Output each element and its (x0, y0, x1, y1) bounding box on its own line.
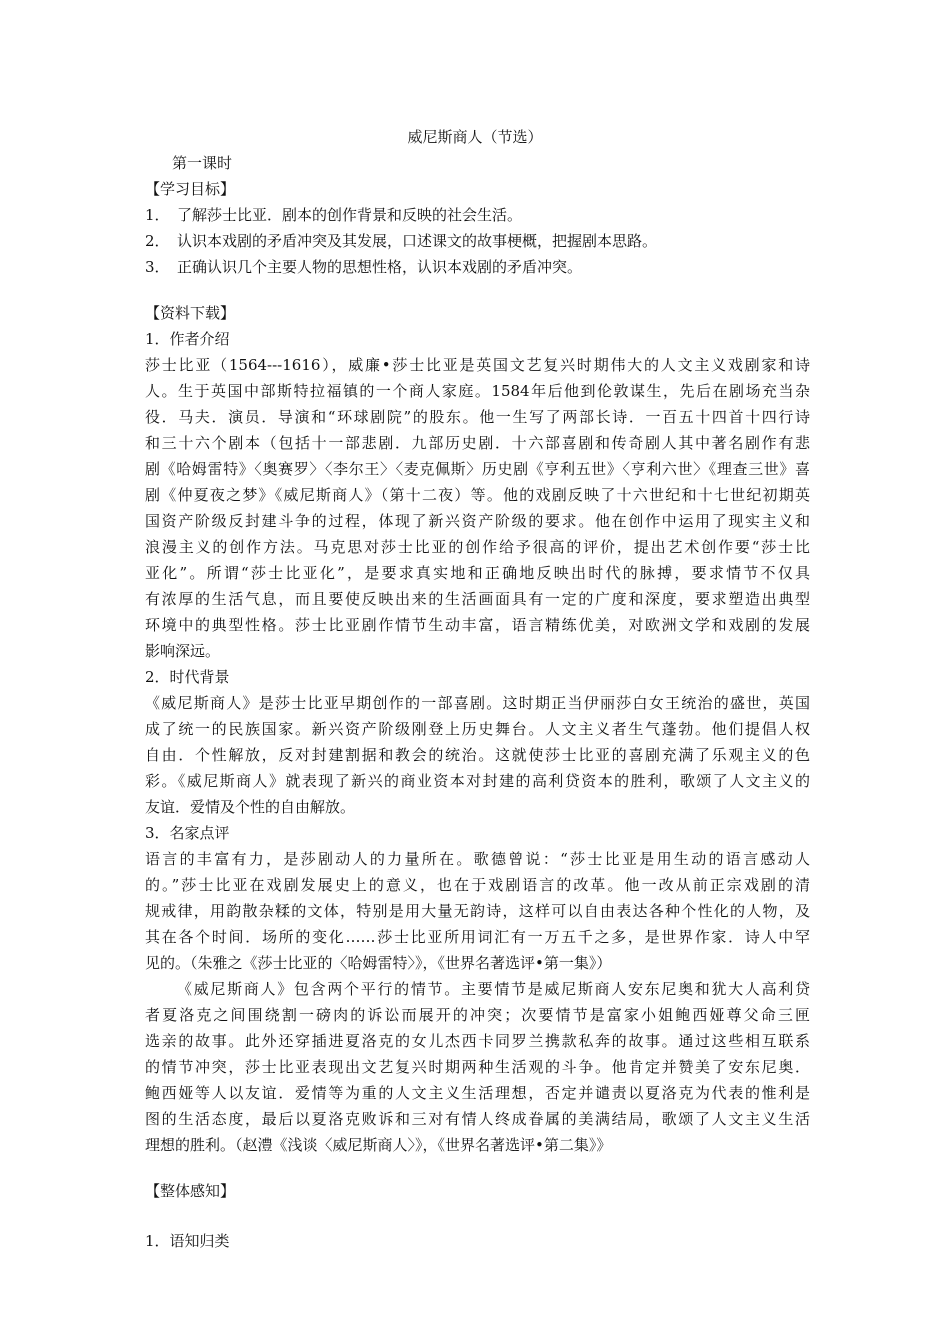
background-text-line: 彩。《威尼斯商人》就表现了新兴的商业资本对封建的高利贷资本的胜利，歌颂了人文主义的 (145, 772, 810, 790)
author-text-line: 剧《哈姆雷特》〈奥赛罗〉〈李尔王〉〈麦克佩斯〉历史剧《亨利五世》〈亨利六世〉《理查三世》喜 (145, 460, 810, 478)
comment-para2-line: 图的生活态度，最后以夏洛克败诉和三对有情人终成眷属的美满结局，歌颂了人文主义生活 (145, 1110, 810, 1128)
background-text-line: 《威尼斯商人》是莎士比亚早期创作的一部喜剧。这时期正当伊丽莎白女王统治的盛世，英国 (145, 694, 810, 712)
author-text-line: 剧《仲夏夜之梦》《威尼斯商人》（第十二夜）等。他的戏剧反映了十六世纪和十七世纪初期英 (145, 486, 810, 504)
goals-heading: 【学习目标】 (145, 180, 236, 198)
author-heading: 1．作者介绍 (145, 330, 230, 348)
author-text-line: 人。生于英国中部斯特拉福镇的一个商人家庭。1584年后他到伦敦谋生，先后在剧场充当杂 (145, 382, 810, 400)
goal-item: 1． 了解莎士比亚．剧本的创作背景和反映的社会生活。 (145, 206, 523, 224)
comment-para2-line: 理想的胜利。（赵澧《浅谈〈威尼斯商人〉》，《世界名著选评•第二集》》 (145, 1136, 612, 1154)
comment-para2-line: 《威尼斯商人》包含两个平行的情节。主要情节是威尼斯商人安东尼奥和犹大人高利贷 (177, 980, 810, 998)
resources-heading: 【资料下载】 (145, 304, 236, 322)
background-text-line: 自由．个性解放，反对封建割据和教会的统治。这就使莎士比亚的喜剧充满了乐观主义的色 (145, 746, 810, 764)
comments-heading: 3．名家点评 (145, 824, 230, 842)
author-text-line: 役．马夫．演员．导演和“环球剧院”的股东。他一生写了两部长诗．一百五十四首十四行诗 (145, 408, 810, 426)
overall-heading: 【整体感知】 (145, 1182, 236, 1200)
goal-item: 2． 认识本戏剧的矛盾冲突及其发展，口述课文的故事梗概，把握剧本思路。 (145, 232, 658, 250)
comment-text-line: 见的。（朱雅之《莎士比亚的〈哈姆雷特〉》，《世界名著选评•第一集》） (145, 954, 612, 972)
comment-para2-line: 选亲的故事。此外还穿插进夏洛克的女儿杰西卡同罗兰携款私奔的故事。通过这些相互联系 (145, 1032, 810, 1050)
comment-text-line: 的。”莎士比亚在戏剧发展史上的意义，也在于戏剧语言的改革。他一改从前正宗戏剧的清 (145, 876, 810, 894)
comment-text-line: 其在各个时间．场所的变化……莎士比亚所用词汇有一万五千之多，是世界作家．诗人中罕 (145, 928, 810, 946)
comment-text-line: 语言的丰富有力，是莎剧动人的力量所在。歌德曾说：“莎士比亚是用生动的语言感动人 (145, 850, 810, 868)
background-heading: 2．时代背景 (145, 668, 230, 686)
author-text-line: 和三十六个剧本（包括十一部悲剧．九部历史剧．十六部喜剧和传奇剧人其中著名剧作有悲 (145, 434, 810, 452)
comment-para2-line: 鲍西娅等人以友谊．爱情等为重的人文主义生活理想，否定并谴责以夏洛克为代表的惟利是 (145, 1084, 810, 1102)
comment-para2-line: 的情节冲突，莎士比亚表现出文艺复兴时期两种生活观的斗争。他肯定并赞美了安东尼奥． (145, 1058, 810, 1076)
overall-subheading: 1．语知归类 (145, 1232, 230, 1250)
author-text-line: 有浓厚的生活气息，而且要使反映出来的生活画面具有一定的广度和深度，要求塑造出典型 (145, 590, 810, 608)
author-text-line: 亚化”。所谓“莎士比亚化”，是要求真实地和正确地反映出时代的脉搏，要求情节不仅具 (145, 564, 810, 582)
lesson-label: 第一课时 (172, 154, 233, 172)
comment-text-line: 规戒律，用韵散杂糅的文体，特别是用大量无韵诗，这样可以自由表达各种个性化的人物，及 (145, 902, 810, 920)
goal-item: 3． 正确认识几个主要人物的思想性格，认识本戏剧的矛盾冲突。 (145, 258, 583, 276)
author-text-line: 国资产阶级反封建斗争的过程，体现了新兴资产阶级的要求。他在创作中运用了现实主义和 (145, 512, 810, 530)
document-title: 威尼斯商人（节选） (407, 128, 543, 146)
background-text-line: 友谊．爱情及个性的自由解放。 (145, 798, 356, 816)
author-text-line: 环境中的典型性格。莎士比亚剧作情节生动丰富，语言精练优美，对欧洲文学和戏剧的发展 (145, 616, 810, 634)
author-text-line: 浪漫主义的创作方法。马克思对莎士比亚的创作给予很高的评价，提出艺术创作要“莎士比 (145, 538, 810, 556)
background-text-line: 成了统一的民族国家。新兴资产阶级刚登上历史舞台。人文主义者生气蓬勃。他们提倡人权 (145, 720, 810, 738)
author-text-line: 莎士比亚（1564---1616），威廉•莎士比亚是英国文艺复兴时期伟大的人文主义戏剧家和诗 (145, 356, 810, 374)
author-text-line: 影响深远。 (145, 642, 221, 660)
comment-para2-line: 者夏洛克之间围绕割一磅肉的诉讼而展开的冲突；次要情节是富家小姐鲍西娅尊父命三匣 (145, 1006, 810, 1024)
